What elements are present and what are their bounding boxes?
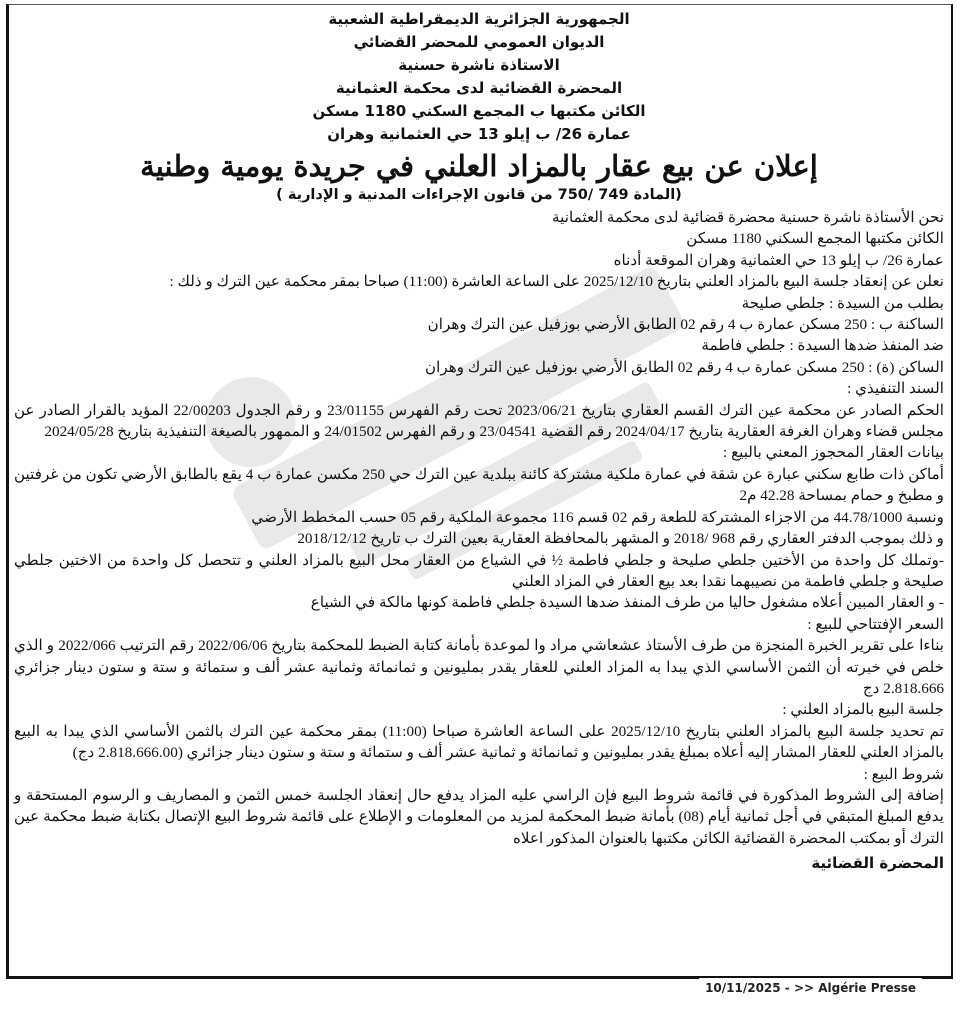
body-line-2: الكائن مكتبها المجمع السكني 1180 مسكن: [686, 230, 944, 248]
header-address-2: عمارة 26/ ب إيلو 13 حي العثمانية وهران: [327, 125, 631, 143]
body-line-3: عمارة 26/ ب إيلو 13 حي العثمانية وهران الموقعة أدناه: [613, 251, 944, 269]
body-line-4: نعلن عن إنعقاد جلسة البيع بالمزاد العلني بتاريخ 2025/12/10 على الساعة العاشرة (11:00) صباحا بمقر محكمة عين الترك و ذلك :: [169, 273, 944, 291]
header-block: [14, 8, 944, 146]
body-line-1: نحن الأستاذة ناشرة حسنية محضرة قضائية لدى محكمة العثمانية: [552, 209, 944, 226]
body-line-10: الحكم الصادر عن محكمة عين الترك القسم العقاري بتاريخ 2023/06/21 تحت رقم الفهرس 23/01155 و رقم الجدول 22/00203 المؤيد بالقرار الصادر عن مجلس قضاء وهران الغرفة العقارية بتاريخ 2024/04/17 رقم القضية 23/04541 و رقم الفهرس 24/01502 و الممهور بالصيغة التنفيذية بتاريخ 2024/05/28: [14, 401, 944, 441]
body-line-7: ضد المنفذ ضدها السيدة : جلطي فاطمة: [701, 337, 944, 355]
body-line-12: أماكن ذات طابع سكني عبارة عن شقة في عمارة ملكية مشتركة كائنة ببلدية عين الترك حي 250 مكسن عمارة ب 4 يقع بالطابق الأرضي تكون من غرفتين و مطبخ و حمام بمساحة 42.28 م2: [14, 465, 945, 505]
body-line-20: تم تحديد جلسة البيع بالمزاد العلني بتاريخ 2025/12/10 على الساعة العاشرة صباحا (11:00) بمقر محكمة عين الترك بالثمن الأساسي الذي يبدا به البيع بالمزاد العلني للعقار المشار إليه أعلاه بمبلغ يقدر بمليونين و ثمانمائة و ثمانية عشر ألف و ستمائة و ستة و ستون دينار جزائري (2.818.666.00 دج): [14, 722, 944, 762]
body-line-11: بيانات العقار المحجوز المعني بالبيع :: [723, 444, 944, 462]
header-court: المحضرة القضائية لدى محكمة العثمانية: [335, 79, 623, 97]
body-line-19: جلسة البيع بالمزاد العلني :: [782, 701, 944, 719]
body-line-6: الساكنة ب : 250 مسكن عمارة ب 4 رقم 02 الطابق الأرضي بوزفيل عين الترك وهران: [427, 316, 944, 334]
header-address-1: الكائن مكتبها ب المجمع السكني 1180 مسكن: [312, 102, 646, 120]
body-line-21: شروط البيع :: [863, 765, 944, 783]
body-line-5: بطلب من السيدة : جلطي صليحة: [741, 294, 944, 312]
body-line-9: السند التنفيذي :: [847, 380, 944, 398]
header-bailiff-name: الاستاذة ناشرة حسنية: [398, 56, 560, 74]
body-line-8: الساكن (ة) : 250 مسكن عمارة ب 4 رقم 02 الطابق الأرضي بوزفيل عين الترك وهران: [424, 358, 944, 376]
announcement-subtitle: (المادة 749 /750 من قانون الإجراءات المدنية و الإدارية ): [276, 187, 682, 203]
announcement-document: [14, 8, 944, 875]
header-office: الديوان العمومي للمحضر القضائي: [353, 33, 605, 51]
body-line-15: -وتملك كل واحدة من الأختين جلطي صليحة و جلطي فاطمة ½ في الشياع من العقار محل البيع بالمزاد العلني و تتحصل كل واحدة من الاختين جلطي صليحة و جلطي فاطمة من نصيبهما نقدا بعد بيع العقار في المزاد العلني: [14, 551, 944, 590]
signature: المحضرة القضائية: [811, 854, 944, 873]
header-republic: الجمهورية الجزائرية الديمقراطية الشعبية: [328, 10, 630, 28]
body-line-17: السعر الإفتتاحي للبيع :: [807, 615, 944, 633]
body-line-14: و ذلك بموجب الدفتر العقاري رقم 968 /2018 و المشهر بالمحافظة العقارية بعين الترك ب تاريخ 2018/12/12: [297, 530, 944, 548]
body-line-16: - و العقار المبين أعلاه مشغول حاليا من طرف المنفذ ضدها السيدة جلطي فاطمة كونها مالكة في الشياع: [310, 594, 944, 612]
footer-source: 10/11/2025 - >> Algérie Presse: [699, 978, 922, 998]
body-line-13: ونسبة 44.78/1000 من الاجزاء المشتركة للطعة رقم 02 قسم 116 مجموعة الملكية رقم 05 حسب المخطط الأرضي: [251, 508, 944, 526]
body-line-22: إضافة إلى الشروط المذكورة في قائمة شروط البيع فإن الراسي عليه المزاد يدفع حال إنعقاد الجلسة خمس الثمن و المصاريف و الرسوم المستحقة و يدفع المبلغ المتبقي في أجل ثمانية أيام (08) بأمانة ضبط المحكمة لمزيد من المعلومات و الإطلاع على قائمة شروط البيع الإتصال بكتابة ضبط محكمة عين الترك أو بمكتب المحضرة القضائية الكائن مكتبها بالعنوان المذكور اعلاه: [14, 786, 944, 847]
body-line-18: بناءا على تقرير الخبرة المنجزة من طرف الأستاذ عشعاشي مراد وا لموعدة بأمانة كتابة الضبط للمحكمة بتاريخ 2022/06/06 رقم الترتيب 2022/066 و الذي خلص في خبرته أن الثمن الأساسي الذي يبدا به المزاد العلني للعقار يقدر بمليونين و ثمانمائة وثمانية عشر ألف و ستمائة و ستة و ستون دينار جزائري 2.818.666 دج: [14, 637, 944, 697]
announcement-title: إعلان عن بيع عقار بالمزاد العلني في جريدة يومية وطنية: [140, 149, 818, 183]
announcement-body: [14, 207, 944, 849]
